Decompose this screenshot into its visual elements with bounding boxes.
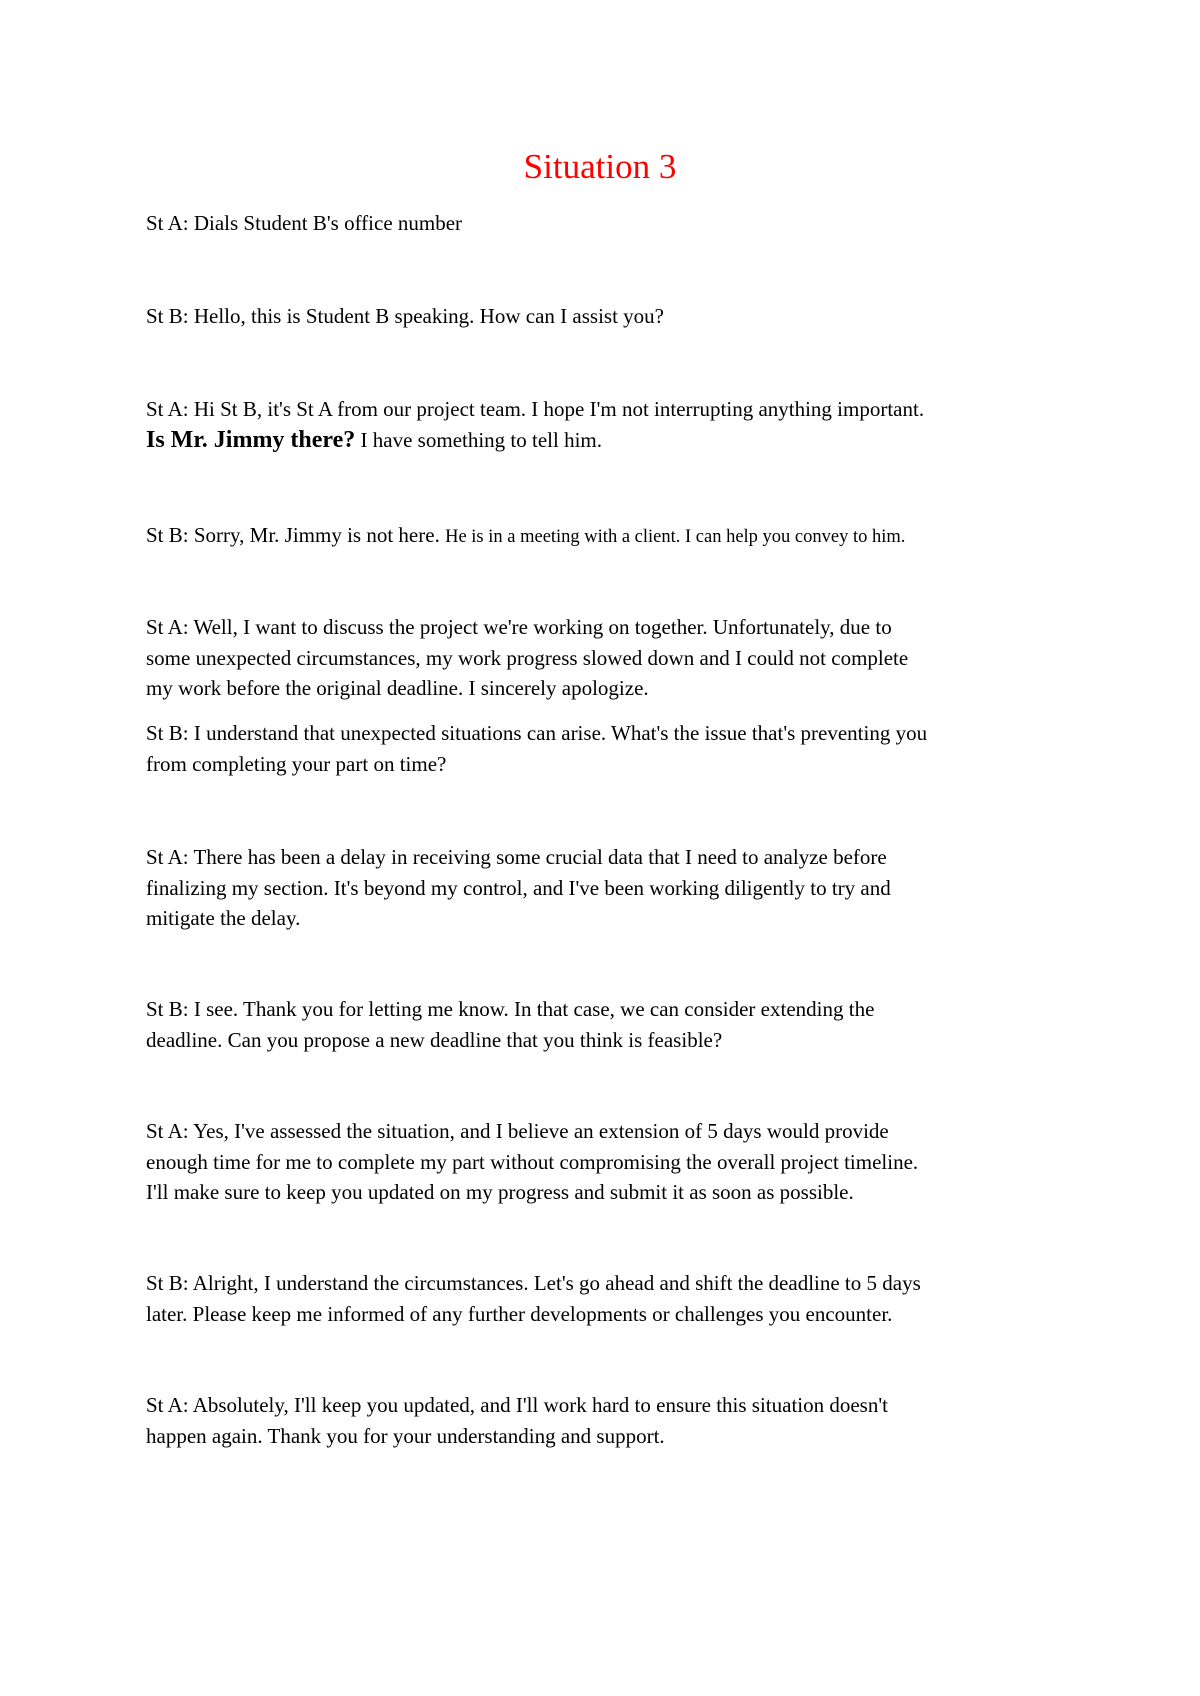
paragraph-line: happen again. Thank you for your understanding and support. [146, 1423, 665, 1448]
dialogue-paragraph [146, 842, 1066, 934]
paragraph-line: St A: Well, I want to discuss the project we're working on together. Unfortunately, due to [146, 615, 892, 639]
paragraph-line: enough time for me to complete my part without compromising the overall project timeline. [146, 1149, 919, 1174]
paragraph-line: deadline. Can you propose a new deadline that you think is feasible? [146, 1027, 723, 1052]
paragraph-line: St B: I see. Thank you for letting me know. In that case, we can consider extending the [146, 997, 875, 1021]
paragraph-line [146, 520, 1066, 553]
paragraph-text: St B: Sorry, Mr. Jimmy is not here. [146, 523, 446, 547]
dialogue-paragraph [146, 520, 1066, 553]
paragraph-line: some unexpected circumstances, my work progress slowed down and I could not complete [146, 645, 909, 670]
paragraph-line [146, 425, 1066, 456]
paragraph-line: mitigate the delay. [146, 906, 301, 930]
paragraph-text-small: He is in a meeting with a client. I can help you convey to him. [445, 527, 906, 547]
paragraph-line: St A: Absolutely, I'll keep you updated, and I'll work hard to ensure this situation doesn't [146, 1393, 888, 1417]
dialogue-paragraph [146, 1268, 1066, 1329]
paragraph-line: St A: Dials Student B's office number [146, 211, 463, 235]
emphasized-question: Is Mr. Jimmy there? [146, 426, 356, 453]
paragraph-line: later. Please keep me informed of any further developments or challenges you encounter. [146, 1301, 893, 1326]
dialogue-paragraph [146, 301, 1066, 332]
paragraph-line: I'll make sure to keep you updated on my progress and submit it as soon as possible. [146, 1180, 854, 1204]
paragraph-line: St B: Hello, this is Student B speaking. How can I assist you? [146, 304, 664, 328]
dialogue-paragraph [146, 1390, 1066, 1451]
dialogue-paragraph [146, 394, 1066, 455]
paragraph-line: St A: Yes, I've assessed the situation, and I believe an extension of 5 days would provide [146, 1119, 889, 1143]
dialogue-paragraph [146, 612, 1066, 704]
paragraph-line: St A: Hi St B, it's St A from our project team. I hope I'm not interrupting anything important. [146, 397, 925, 421]
paragraph-line: finalizing my section. It's beyond my control, and I've been working diligently to try and [146, 875, 891, 900]
paragraph-line: St B: Alright, I understand the circumstances. Let's go ahead and shift the deadline to 5 days [146, 1271, 921, 1295]
paragraph-line: St B: I understand that unexpected situations can arise. What's the issue that's preventing you [146, 721, 928, 745]
paragraph-line: my work before the original deadline. I sincerely apologize. [146, 676, 649, 700]
paragraph-line: St A: There has been a delay in receiving some crucial data that I need to analyze before [146, 845, 887, 869]
paragraph-text: I have something to tell him. [355, 427, 603, 452]
document-title: Situation 3 [523, 147, 677, 186]
paragraph-line: from completing your part on time? [146, 751, 447, 776]
dialogue-paragraph [146, 718, 1066, 779]
dialogue-paragraph [146, 994, 1066, 1055]
dialogue-paragraph [146, 1116, 1066, 1208]
dialogue-paragraph [146, 208, 1066, 239]
